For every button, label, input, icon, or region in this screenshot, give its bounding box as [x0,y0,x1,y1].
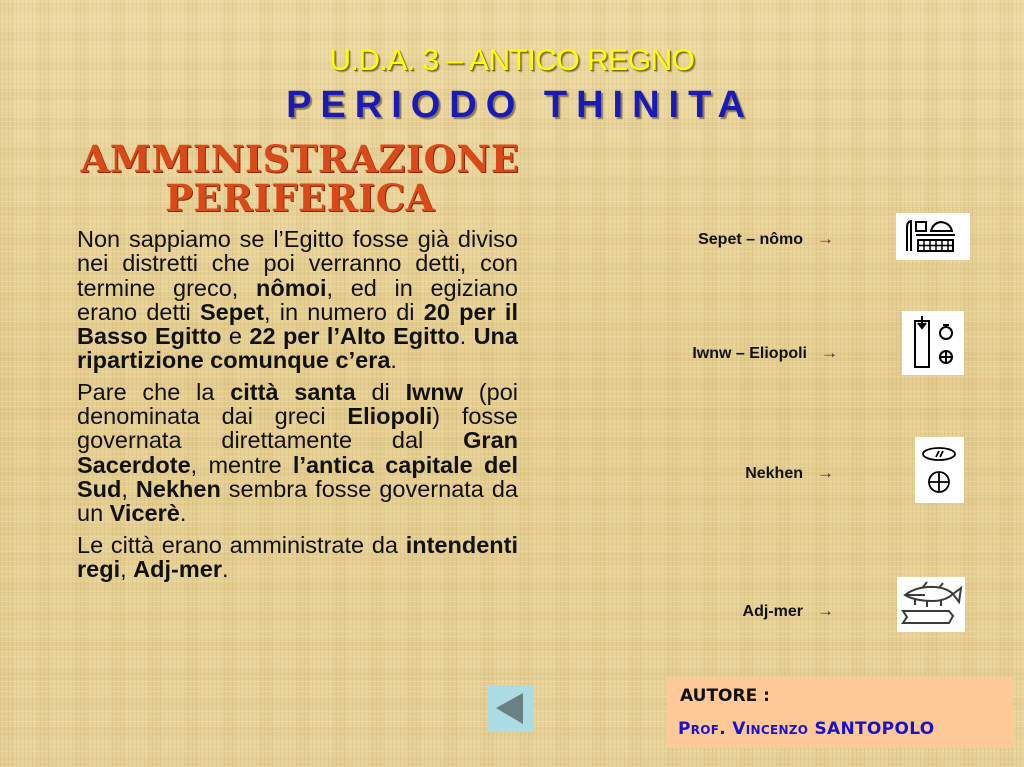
glossary-label: Sepet – nômo [698,231,803,248]
emphasis-text: città santa [230,378,356,405]
glossary-label: Iwnw – Eliopoli [692,345,807,362]
sepet-hieroglyph-icon [896,213,970,260]
author-label: AUTORE : [680,686,770,706]
body-text-segment: di [355,378,406,405]
triangle-left-icon [488,685,534,732]
body-text-segment: Non sappiamo se l’Egitto fosse già diviso nei distretti che poi verranno detti, con termine greco, [77,226,518,301]
emphasis-text: Nekhen [135,475,221,502]
emphasis-text: Eliopoli [347,403,433,430]
back-button[interactable] [488,685,534,732]
emphasis-text: intendenti regi [77,531,518,582]
body-text-segment: (poi denominata dai greci [77,378,518,430]
arrow-right-icon: → [817,463,834,482]
body-text-segment: . [390,347,397,374]
nekhen-hieroglyph-icon [915,437,964,503]
glossary-item-nekhen [745,463,834,483]
body-text-segment: , ed in egiziano erano detti [77,274,519,325]
arrow-right-icon: → [821,343,838,362]
body-text-segment: . [179,500,187,527]
emphasis-text: Sepet [200,298,264,325]
emphasis-text: 20 per il Basso Egitto [77,298,518,350]
arrow-right-icon: → [817,229,834,248]
section-heading-line2: PERIFERICA [165,176,435,220]
body-text-segment: . [459,323,474,350]
emphasis-text: Gran Sacerdote [77,427,518,478]
body-text-segment: ) fosse governata direttamente dal [77,403,518,454]
body-text-segment: , mentre [190,451,293,478]
body-text-segment: Le città erano amministrate da [77,531,406,558]
emphasis-text: Iwnw [405,378,464,405]
iwnw-hieroglyph-icon [902,311,964,375]
emphasis-text: Vicerè [109,500,180,527]
adj-mer-hieroglyph-icon [897,577,965,632]
body-paragraph [77,380,518,526]
glossary-label: Nekhen [745,465,803,482]
author-name: Prof. Vincenzo SANTOPOLO [678,719,935,739]
body-paragraph [77,533,518,582]
arrow-right-icon: → [817,601,834,620]
slide-title: U.D.A. 3 – ANTICO REGNO [329,44,695,77]
author-box [667,677,1013,748]
body-text-segment: , [121,475,136,502]
glossary-item-adj-mer [743,601,834,621]
section-heading [70,137,530,220]
glossary-label: Adj-mer [742,603,803,620]
emphasis-text: l’antica capitale del Sud [77,451,518,502]
emphasis-text: nômoi [256,274,327,301]
body-text [77,227,518,588]
body-text-segment: , [120,555,134,582]
section-heading-line1: AMMINISTRAZIONE [80,137,520,181]
body-text-segment: sembra fosse governata da un [77,475,518,527]
body-text-segment: . [221,555,229,582]
emphasis-text: Adj-mer [133,555,222,582]
body-text-segment: Pare che la [77,378,231,405]
slide-subtitle: PERIODO THINITA [286,84,754,126]
emphasis-text: 22 per l’Alto Egitto [249,323,460,350]
glossary-item-sepet [698,229,834,249]
body-paragraph [77,227,518,373]
emphasis-text: Una ripartizione comunque c’era [77,323,518,374]
body-text-segment: e [221,323,250,350]
glossary-item-iwnw [692,343,838,363]
body-text-segment: , in numero di [264,298,424,325]
